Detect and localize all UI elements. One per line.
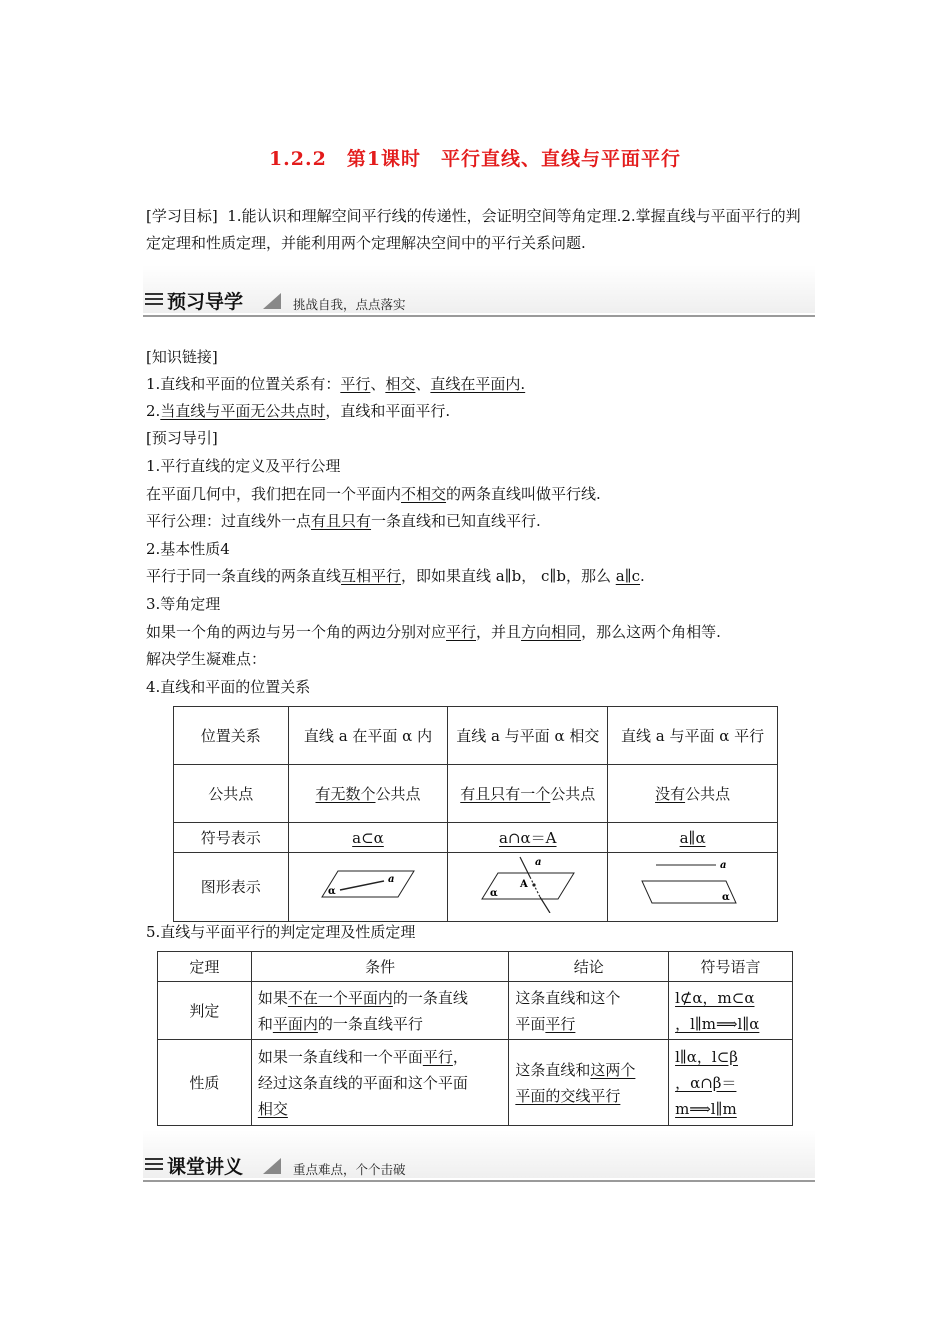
difficulty-note: 解决学生凝难点： xyxy=(146,650,267,668)
section-5-title: 5.直线与平面平行的判定定理及性质定理 xyxy=(146,923,416,941)
table-header: 符号语言 xyxy=(669,952,793,982)
section-banner-lecture xyxy=(143,1130,815,1182)
svg-text:A: A xyxy=(519,879,528,890)
table-header: 位置关系 xyxy=(174,707,289,765)
table-header: 直线 a 与平面 α 相交 xyxy=(448,707,608,765)
table-cell: a∩α＝A xyxy=(448,823,608,853)
banner-heading: 预习导学 xyxy=(167,291,244,313)
stripes-icon xyxy=(145,293,163,309)
table-header: 直线 a 与平面 α 平行 xyxy=(608,707,778,765)
stripes-icon xyxy=(145,1158,163,1174)
table-cell: 判定 xyxy=(158,982,252,1040)
svg-text:α: α xyxy=(489,888,498,899)
banner-heading: 课堂讲义 xyxy=(167,1156,244,1178)
page-title: 1.2.2 第1课时 平行直线、直线与平面平行 xyxy=(268,148,682,170)
figure-line-parallel-plane xyxy=(608,853,778,922)
table-cell: l∥α，l⊂β ，α∩β＝ m⟹l∥m xyxy=(669,1040,793,1126)
table-cell: 有且只有一个公共点 xyxy=(448,765,608,823)
section-1-title: 1.平行直线的定义及平行公理 xyxy=(146,457,341,475)
table-header: 定理 xyxy=(158,952,252,982)
table-cell: 没有公共点 xyxy=(608,765,778,823)
table-cell: a∥α xyxy=(608,823,778,853)
svg-text:α: α xyxy=(721,892,730,903)
goals-label: [学习目标] xyxy=(146,207,218,225)
table-cell: 如果不在一个平面内的一条直线 和平面内的一条直线平行 xyxy=(251,982,509,1040)
svg-text:α: α xyxy=(328,886,336,897)
parallel-definition: 在平面几何中，我们把在同一个平面内不相交的两条直线叫做平行线. xyxy=(146,485,601,503)
table-row xyxy=(174,765,778,823)
table-cell: 符号表示 xyxy=(174,823,289,853)
section-3-title: 3.等角定理 xyxy=(146,595,221,613)
parallel-axiom: 平行公理：过直线外一点有且只有一条直线和已知直线平行. xyxy=(146,512,541,530)
table-row xyxy=(158,952,793,982)
knowledge-label: [知识链接] xyxy=(146,348,218,366)
table-cell: a⊂α xyxy=(288,823,448,853)
svg-text:a: a xyxy=(388,874,395,885)
section-2-title: 2.基本性质4 xyxy=(146,540,230,558)
table-row xyxy=(174,707,778,765)
learning-goals xyxy=(146,203,814,257)
table-cell: 公共点 xyxy=(174,765,289,823)
svg-text:a: a xyxy=(719,860,727,871)
banner-subtitle: 重点难点，个个击破 xyxy=(293,1162,406,1177)
table-cell: 有无数个公共点 xyxy=(288,765,448,823)
theorem-table xyxy=(157,951,793,1126)
table-row xyxy=(158,1040,793,1126)
knowledge-item-1: 1.直线和平面的位置关系有：平行、相交、直线在平面内. xyxy=(146,375,526,393)
preview-label: [预习导引] xyxy=(146,429,218,447)
banner-subtitle: 挑战自我，点点落实 xyxy=(293,297,406,312)
table-cell: 这条直线和这个 平面平行 xyxy=(509,982,669,1040)
table-cell: l⊄α，m⊂α ，l∥m⟹l∥α xyxy=(669,982,793,1040)
svg-text:a: a xyxy=(534,857,542,868)
table-cell: 如果一条直线和一个平面平行， 经过这条直线的平面和这个平面 相交 xyxy=(251,1040,509,1126)
section-banner-preview xyxy=(143,265,815,317)
position-relation-table xyxy=(173,706,778,922)
triangle-icon xyxy=(263,293,281,309)
table-cell: 图形表示 xyxy=(174,853,289,922)
equal-angle-text: 如果一个角的两边与另一个角的两边分别对应平行，并且方向相同，那么这两个角相等. xyxy=(146,623,721,641)
triangle-icon xyxy=(263,1158,281,1174)
figure-line-in-plane xyxy=(288,853,448,922)
table-row xyxy=(174,853,778,922)
table-row xyxy=(174,823,778,853)
property-4-text: 平行于同一条直线的两条直线互相平行，即如果直线 a∥b， c∥b，那么 a∥c. xyxy=(146,567,645,585)
table-header: 结论 xyxy=(509,952,669,982)
table-cell: 性质 xyxy=(158,1040,252,1126)
table-cell: 这条直线和这两个 平面的交线平行 xyxy=(509,1040,669,1126)
table-header: 直线 a 在平面 α 内 xyxy=(288,707,448,765)
goals-text: 1.能认识和理解空间平行线的传递性，会证明空间等角定理.2.掌握直线与平面平行的判定定理和性质定理，并能利用两个定理解决空间中的平行关系问题. xyxy=(146,207,801,252)
table-header: 条件 xyxy=(251,952,509,982)
knowledge-item-2: 2.当直线与平面无公共点时，直线和平面平行. xyxy=(146,402,451,420)
section-4-title: 4.直线和平面的位置关系 xyxy=(146,678,311,696)
figure-line-intersect-plane xyxy=(448,853,608,922)
table-row xyxy=(158,982,793,1040)
